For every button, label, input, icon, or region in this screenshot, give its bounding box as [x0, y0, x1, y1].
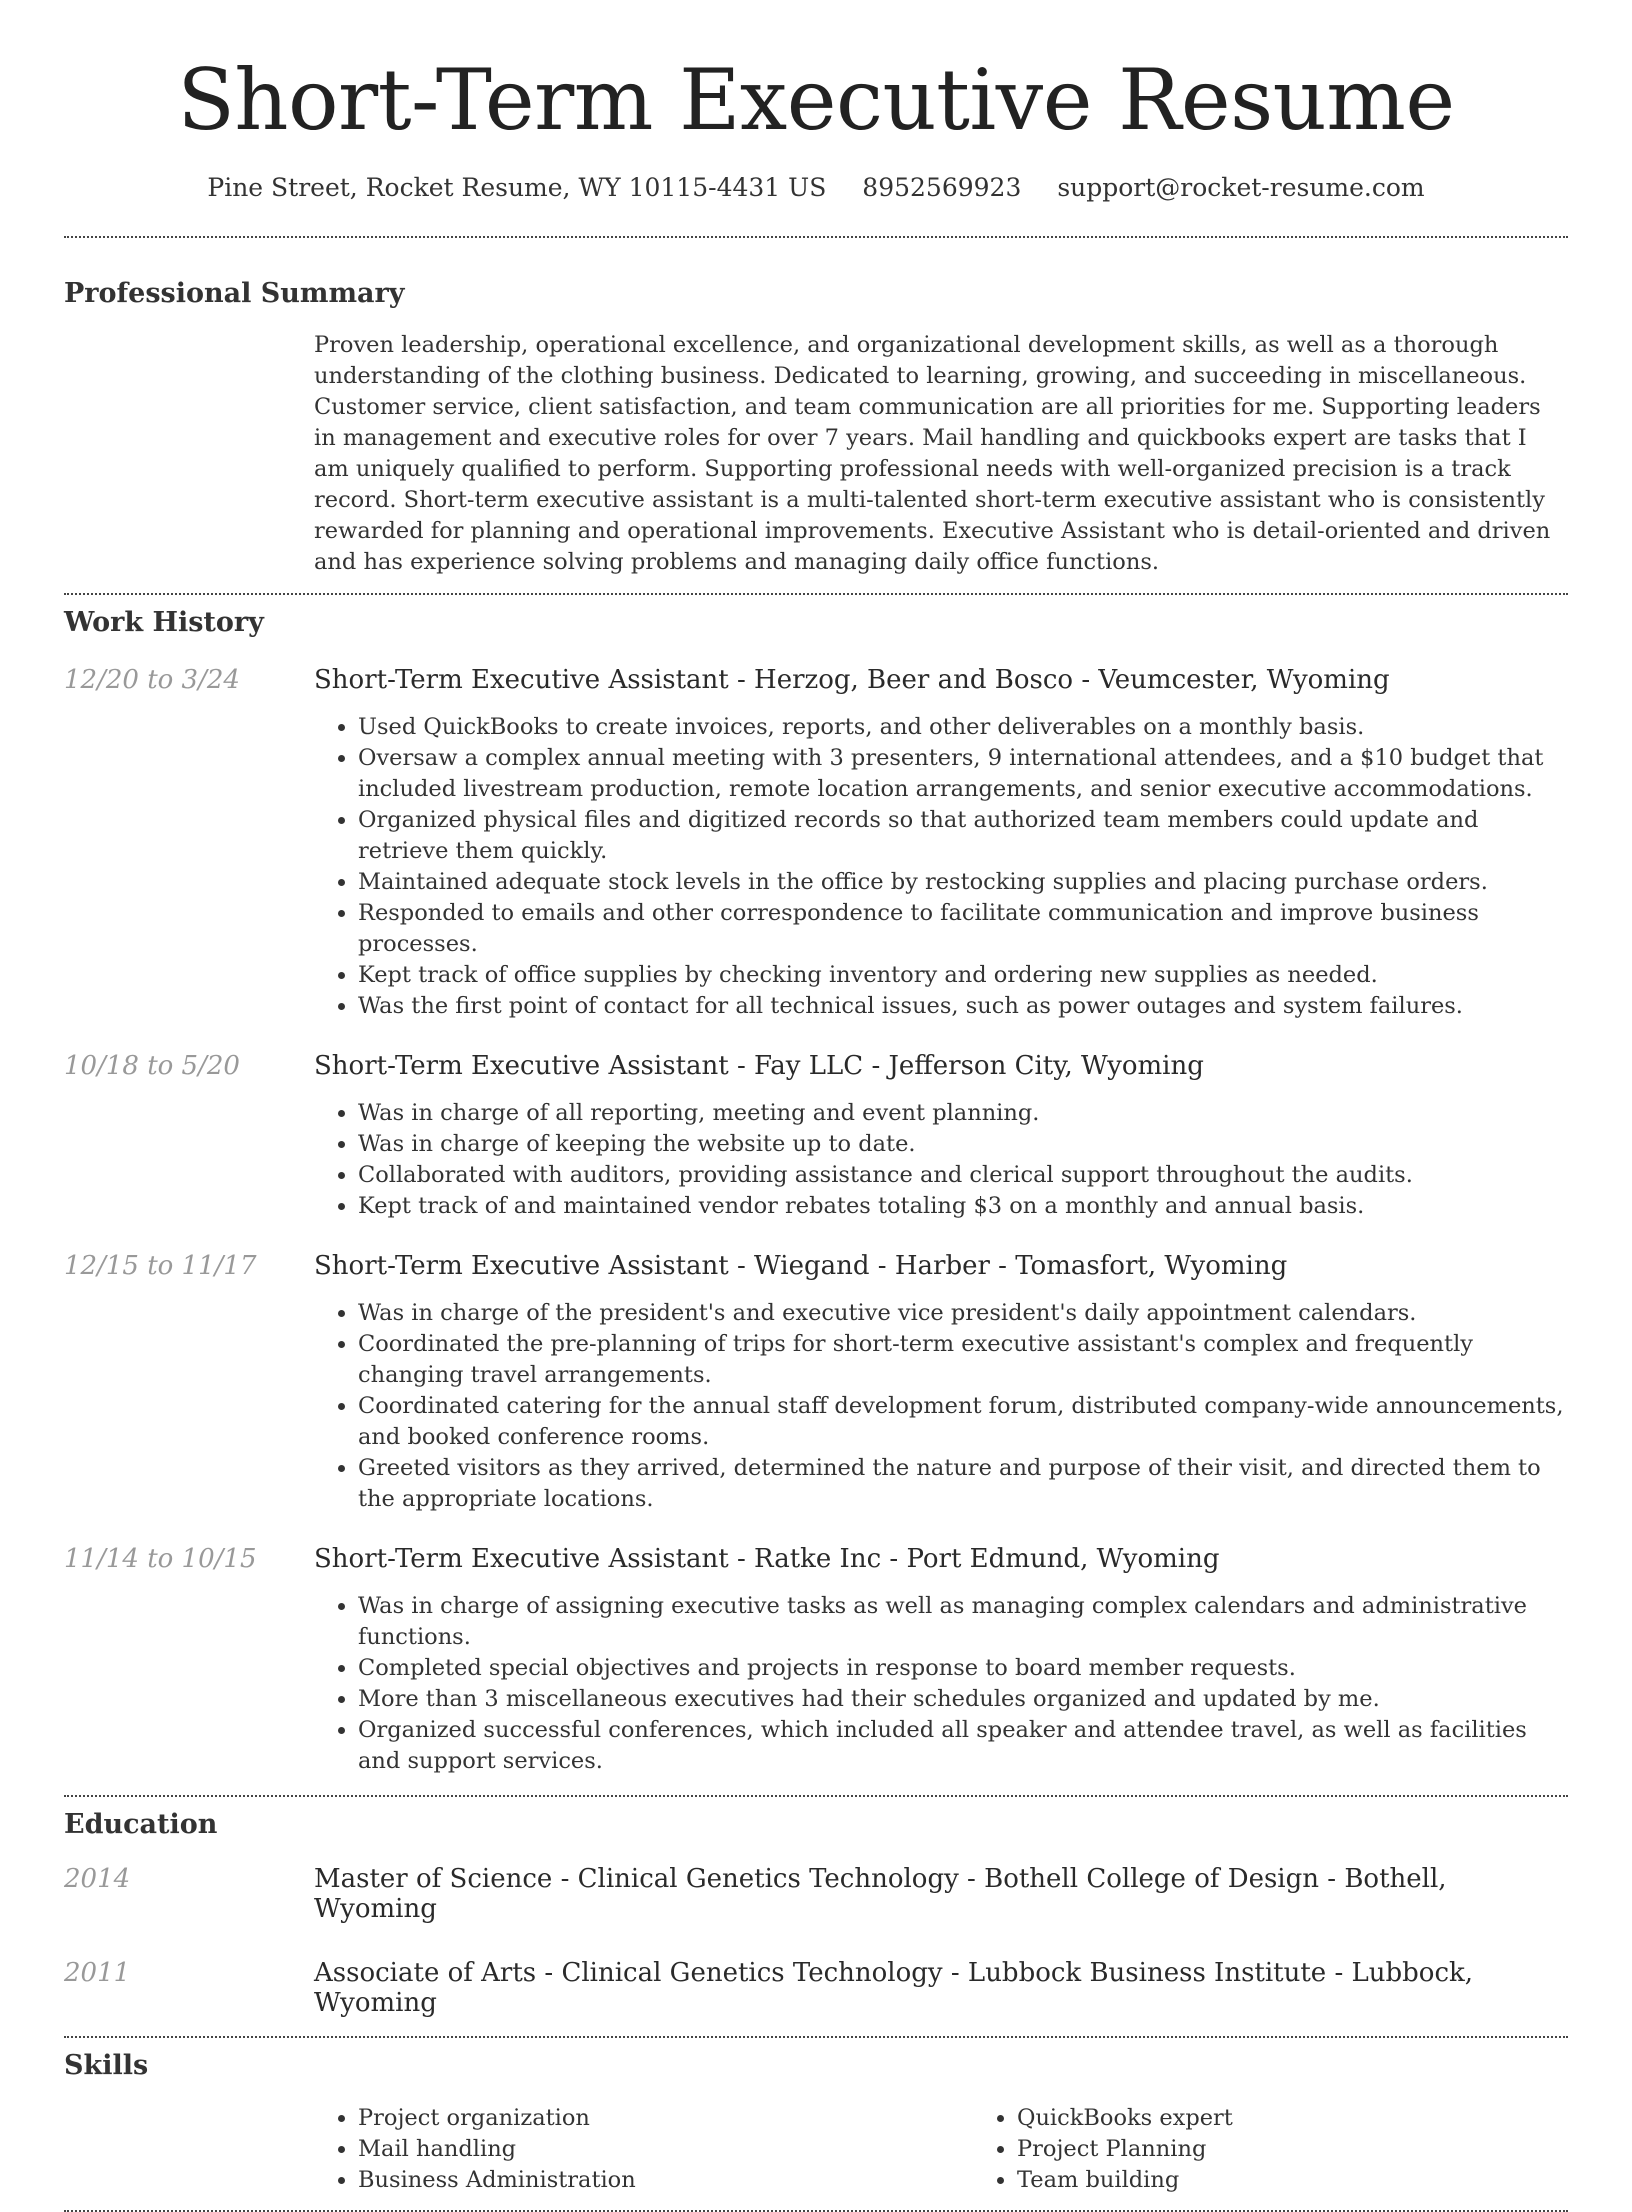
job-dates: 12/15 to 11/17 — [64, 1250, 257, 1281]
list-item: • Was in charge of the president's and executive vice president's daily appointment calendars. — [358, 1298, 1568, 1329]
job-dates: 10/18 to 5/20 — [64, 1050, 240, 1081]
list-item: • Oversaw a complex annual meeting with 3 presenters, 9 international attendees, and a $10 budget that included livestream production, remote location arrangements, and senior executive accommodations. — [358, 743, 1568, 805]
list-item: • Was in charge of keeping the website up to date. — [358, 1129, 1568, 1160]
skill-item: • Team building — [1017, 2165, 1632, 2196]
list-item: • More than 3 miscellaneous executives had their schedules organized and updated by me. — [358, 1684, 1568, 1715]
list-item: • Organized physical files and digitized records so that authorized team members could update and retrieve them quickly. — [358, 805, 1568, 867]
job-title: Short-Term Executive Assistant - Fay LLC - Jefferson City, Wyoming — [314, 1050, 1204, 1081]
resume-page — [64, 0, 1568, 2212]
list-item: • Kept track of office supplies by checking inventory and ordering new supplies as needed. — [358, 960, 1568, 991]
list-item: • Coordinated catering for the annual staff development forum, distributed company-wide announcements, and booked conference rooms. — [358, 1391, 1568, 1453]
skills-column-right — [973, 2103, 1632, 2196]
list-item: • Maintained adequate stock levels in the office by restocking supplies and placing purchase orders. — [358, 867, 1568, 898]
education-entry — [64, 1958, 1568, 2018]
work-section — [64, 607, 1568, 1777]
divider — [64, 2036, 1568, 2038]
education-entry — [64, 1864, 1568, 1924]
job-dates: 11/14 to 10/15 — [64, 1543, 257, 1574]
education-title: Associate of Arts - Clinical Genetics Technology - Lubbock Business Institute - Lubbock, Wyoming — [314, 1957, 1474, 2018]
education-title: Master of Science - Clinical Genetics Technology - Bothell College of Design - Bothell, Wyoming — [314, 1863, 1447, 1924]
email[interactable]: support@rocket-resume.com — [1057, 172, 1425, 202]
divider — [64, 236, 1568, 238]
list-item: • Kept track of and maintained vendor rebates totaling $3 on a monthly and annual basis. — [358, 1191, 1568, 1222]
skills-column-left — [314, 2103, 973, 2196]
list-item: • Completed special objectives and projects in response to board member requests. — [358, 1653, 1568, 1684]
list-item: • Was in charge of assigning executive tasks as well as managing complex calendars and administrative functions. — [358, 1591, 1568, 1653]
list-item: • Collaborated with auditors, providing assistance and clerical support throughout the audits. — [358, 1160, 1568, 1191]
list-item: • Organized successful conferences, which included all speaker and attendee travel, as well as facilities and support services. — [358, 1715, 1568, 1777]
divider — [64, 1795, 1568, 1797]
job-title: Short-Term Executive Assistant - Wiegand - Harber - Tomasfort, Wyoming — [314, 1250, 1288, 1281]
job-entry — [64, 665, 1568, 1022]
job-bullets — [314, 1591, 1568, 1777]
job-title: Short-Term Executive Assistant - Ratke Inc - Port Edmund, Wyoming — [314, 1543, 1220, 1574]
job-bullets — [314, 1098, 1568, 1222]
list-item: • Was in charge of all reporting, meeting and event planning. — [358, 1098, 1568, 1129]
skills-list — [314, 2103, 1632, 2196]
job-title: Short-Term Executive Assistant - Herzog, Beer and Bosco - Veumcester, Wyoming — [314, 664, 1390, 695]
list-item: • Was the first point of contact for all technical issues, such as power outages and system failures. — [358, 991, 1568, 1022]
list-item: • Coordinated the pre-planning of trips for short-term executive assistant's complex and frequently changing travel arrangements. — [358, 1329, 1568, 1391]
contact-line — [64, 173, 1568, 202]
list-item: • Greeted visitors as they arrived, determined the nature and purpose of their visit, and directed them to the appropriate locations. — [358, 1453, 1568, 1515]
divider — [64, 2210, 1568, 2212]
skill-item: • QuickBooks expert — [1017, 2103, 1632, 2134]
section-title: Education — [64, 1808, 218, 1840]
phone: 8952569923 — [862, 172, 1022, 202]
job-entry — [64, 1251, 1568, 1515]
list-item: • Used QuickBooks to create invoices, reports, and other deliverables on a monthly basis. — [358, 712, 1568, 743]
education-year: 2014 — [64, 1863, 131, 1894]
summary-section — [64, 278, 1568, 578]
divider — [64, 593, 1568, 595]
resume-name: Short-Term Executive Resume — [177, 51, 1455, 149]
skill-item: • Mail handling — [358, 2134, 973, 2165]
job-dates: 12/20 to 3/24 — [64, 664, 240, 695]
skill-item: • Project organization — [358, 2103, 973, 2134]
list-item: • Responded to emails and other correspondence to facilitate communication and improve business processes. — [358, 898, 1568, 960]
job-bullets — [314, 1298, 1568, 1515]
skill-item: • Business Administration — [358, 2165, 973, 2196]
job-bullets — [314, 712, 1568, 1022]
job-entry — [64, 1544, 1568, 1777]
summary-text: Proven leadership, operational excellence, and organizational development skills, as well as a thorough understanding of the clothing business. Dedicated to learning, growing, and succeeding in miscellaneous. Customer service, client satisfaction, and team communication are all priorities for me. Supporting leaders in management and executive roles for over 7 years. Mail handling and quickbooks expert are tasks that I am uniquely qualified to perform. Supporting professional needs with well-organized precision is a track record. Short-term executive assistant is a multi-talented short-term executive assistant who is consistently rewarded for planning and operational improvements. Executive Assistant who is detail-oriented and driven and has experience solving problems and managing daily office functions. — [314, 331, 1551, 575]
skill-item: • Project Planning — [1017, 2134, 1632, 2165]
job-entry — [64, 1051, 1568, 1222]
skills-section — [64, 2050, 1568, 2196]
education-year: 2011 — [64, 1957, 131, 1988]
education-section — [64, 1809, 1568, 2018]
address: Pine Street, Rocket Resume, WY 10115-4431 US — [207, 172, 827, 202]
section-title: Skills — [64, 2049, 149, 2081]
section-title: Work History — [64, 606, 264, 638]
section-title: Professional Summary — [64, 277, 405, 309]
